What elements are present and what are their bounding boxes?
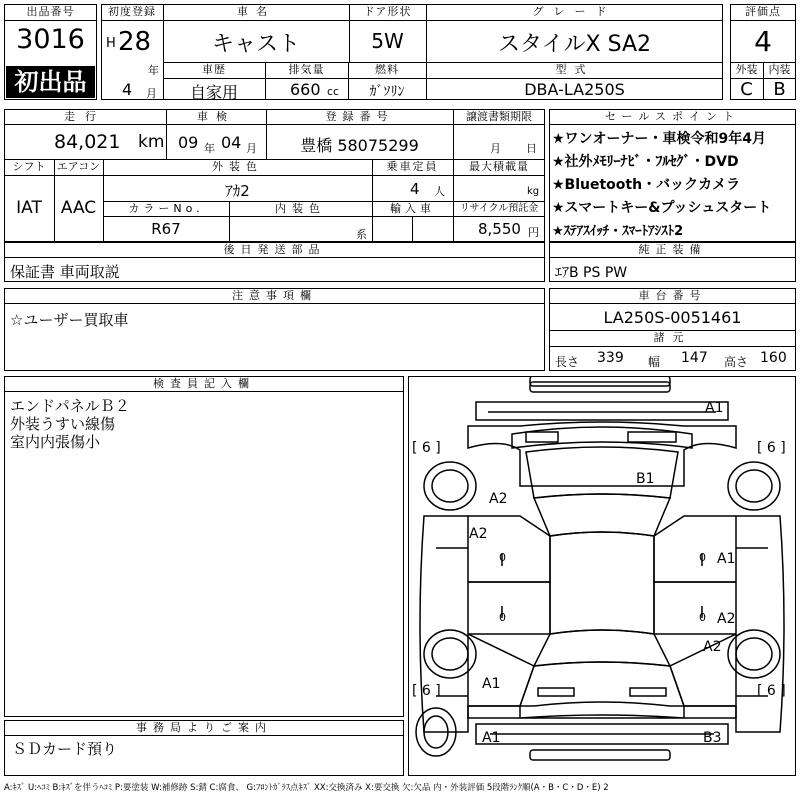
shift-value: IAT: [16, 198, 42, 218]
width-label: 幅: [648, 355, 661, 369]
interior-color-unit: 系: [356, 228, 367, 241]
equipment-label: 純正装備: [638, 243, 707, 256]
office-value: ＳＤカード預り: [12, 740, 118, 758]
displacement-label: 排気量: [288, 63, 325, 76]
first-listing-badge: 初出品: [6, 66, 95, 98]
sales-point-5: ★ｽﾃｱｽｲｯﾁ・ｽﾏｰﾄｱｼｽﾄ2: [552, 224, 684, 239]
sales-point-3: ★Bluetooth・バックカメラ: [552, 177, 741, 193]
lot-number: 3016: [16, 24, 85, 55]
damage-right-rear-door: A2: [717, 611, 736, 627]
door-mark-rr: 0: [699, 611, 706, 624]
capacity-unit: 人: [434, 185, 445, 198]
first-reg-year: 28: [118, 27, 152, 57]
car-name: キャスト: [211, 32, 300, 57]
capacity-label: 乗車定員: [386, 160, 439, 173]
grade-label: グレード: [532, 5, 617, 18]
door-mark-lr: 0: [499, 611, 506, 624]
damage-right-front-door: A1: [717, 551, 736, 567]
length-label: 長さ: [555, 355, 580, 369]
damage-rear-right: B3: [703, 730, 722, 746]
damage-rear-left: A1: [482, 730, 501, 746]
color-no-value: R67: [151, 220, 181, 238]
inspector-line-1: エンドパネルＢ２: [10, 397, 130, 415]
inspection-month: 04: [221, 133, 242, 152]
lot-label: 出品番号: [26, 5, 75, 18]
transfer-day-unit: 日: [526, 142, 537, 155]
equipment-value: ｴｱB PS PW: [555, 265, 628, 281]
door-mark-lf: 0: [499, 551, 506, 564]
later-parts-label: 後日発送部品: [223, 243, 326, 256]
tire-mark-front-right: [ 6 ]: [757, 440, 786, 456]
exterior-grade-value: C: [740, 79, 753, 100]
door-value: 5W: [371, 29, 404, 53]
notes-value: ☆ユーザー買取車: [10, 311, 129, 329]
inspector-label: 検査員記入欄: [153, 377, 255, 390]
history-value: 自家用: [189, 83, 238, 102]
interior-grade-value: B: [773, 79, 786, 100]
transfer-deadline-label: 譲渡書類期限: [466, 110, 532, 123]
mileage-value: 84,021: [54, 131, 121, 153]
length-value: 339: [597, 350, 624, 366]
displacement-value: 660: [290, 80, 321, 99]
interior-grade-label: 内装: [768, 63, 791, 76]
model-value: DBA-LA250S: [524, 80, 625, 99]
chassis-value: LA250S-0051461: [603, 308, 742, 327]
office-label: 事務局よりご案内: [136, 721, 272, 734]
inspection-label: 車検: [197, 110, 235, 123]
sales-point-4: ★スマートキー&プッシュスタート: [552, 200, 772, 216]
tire-mark-rear-left: [ 6 ]: [412, 683, 441, 699]
score-value: 4: [754, 25, 772, 58]
recycle-label: リサイクル預託金: [459, 203, 539, 214]
model-label: 型式: [555, 63, 594, 76]
first-reg-month-unit: 月: [146, 87, 157, 100]
width-value: 147: [681, 350, 708, 366]
import-label: 輸入車: [390, 202, 435, 215]
chassis-label: 車台番号: [638, 289, 707, 302]
tire-mark-front-left: [ 6 ]: [412, 440, 441, 456]
color-no-label: カラーNo.: [128, 202, 204, 215]
height-label: 高さ: [724, 355, 749, 369]
history-label: 車歴: [202, 63, 226, 76]
later-parts-value: 保証書 車両取説: [10, 263, 120, 281]
sales-points-label: セールスポイント: [604, 110, 740, 123]
damage-left-front-door: A2: [469, 526, 488, 542]
interior-color-label: 内装色: [275, 202, 326, 215]
aircon-value: AAC: [60, 198, 97, 218]
transfer-month-unit: 月: [490, 142, 501, 155]
tire-mark-rear-right: [ 6 ]: [757, 683, 786, 699]
height-value: 160: [760, 350, 787, 366]
aircon-label: エアコン: [56, 160, 101, 173]
inspection-month-unit: 月: [246, 142, 257, 155]
inspector-line-3: 室内内張傷小: [10, 433, 101, 451]
damage-front-bumper: A1: [705, 400, 724, 416]
dimensions-label: 諸元: [653, 331, 692, 344]
inspection-year: 09: [178, 133, 199, 152]
grade-value: スタイルX SA2: [497, 32, 652, 57]
max-load-unit: kg: [527, 186, 540, 197]
mileage-label: 走行: [64, 110, 106, 123]
first-reg-era: H: [106, 36, 116, 51]
door-mark-rf: 0: [699, 551, 706, 564]
capacity-value: 4: [410, 180, 420, 198]
fuel-label: 燃料: [375, 63, 399, 76]
score-label: 評価点: [745, 5, 781, 18]
first-reg-label: 初度登録: [108, 5, 156, 18]
reg-number-label: 登録番号: [325, 110, 394, 123]
inspector-line-2: 外装うすい線傷: [10, 415, 116, 433]
exterior-color-value: ｱｶ2: [225, 182, 250, 200]
damage-front-left: A2: [489, 491, 508, 507]
sales-point-2: ★社外ﾒﾓﾘｰﾅﾋﾞ・ﾌﾙｾｸﾞ・DVD: [552, 154, 739, 170]
recycle-value: 8,550: [478, 220, 521, 238]
sales-point-1: ★ワンオーナー・車検令和9年4月: [552, 131, 767, 147]
exterior-grade-label: 外装: [735, 63, 758, 76]
damage-hood: B1: [636, 471, 655, 487]
door-label: ドア形状: [363, 5, 412, 18]
fuel-value: ｶﾞｿﾘﾝ: [369, 84, 405, 100]
inspection-year-unit: 年: [204, 142, 215, 155]
shift-label: シフト: [12, 160, 46, 173]
car-diagram: [408, 376, 796, 776]
reg-number-value: 豊橋 58075299: [300, 136, 419, 155]
exterior-color-label: 外装色: [212, 160, 263, 173]
mileage-unit: km: [138, 132, 165, 152]
legend: A:ｷｽﾞ U:ﾍｺﾐ B:ｷｽﾞを伴うﾍｺﾐ P:要塗装 W:補修跡 S:錆 C:腐食、 G:ﾌﾛﾝﾄｶﾞﾗｽ点ｷｽﾞ XX:交換済み X:要交換 欠:欠品 内・外装評価 5段階ﾗﾝｸ順(A・B・C・D・E) 2: [4, 783, 609, 793]
displacement-unit: cc: [327, 85, 340, 98]
recycle-unit: 円: [528, 226, 539, 239]
damage-left-rear: A1: [482, 676, 501, 692]
notes-label: 注意事項欄: [232, 289, 317, 302]
damage-right-rear-fender: A2: [703, 639, 722, 655]
first-reg-month: 4: [122, 80, 133, 99]
car-name-label: 車名: [237, 5, 275, 18]
first-reg-year-unit: 年: [148, 64, 159, 77]
max-load-label: 最大積載量: [469, 160, 529, 173]
